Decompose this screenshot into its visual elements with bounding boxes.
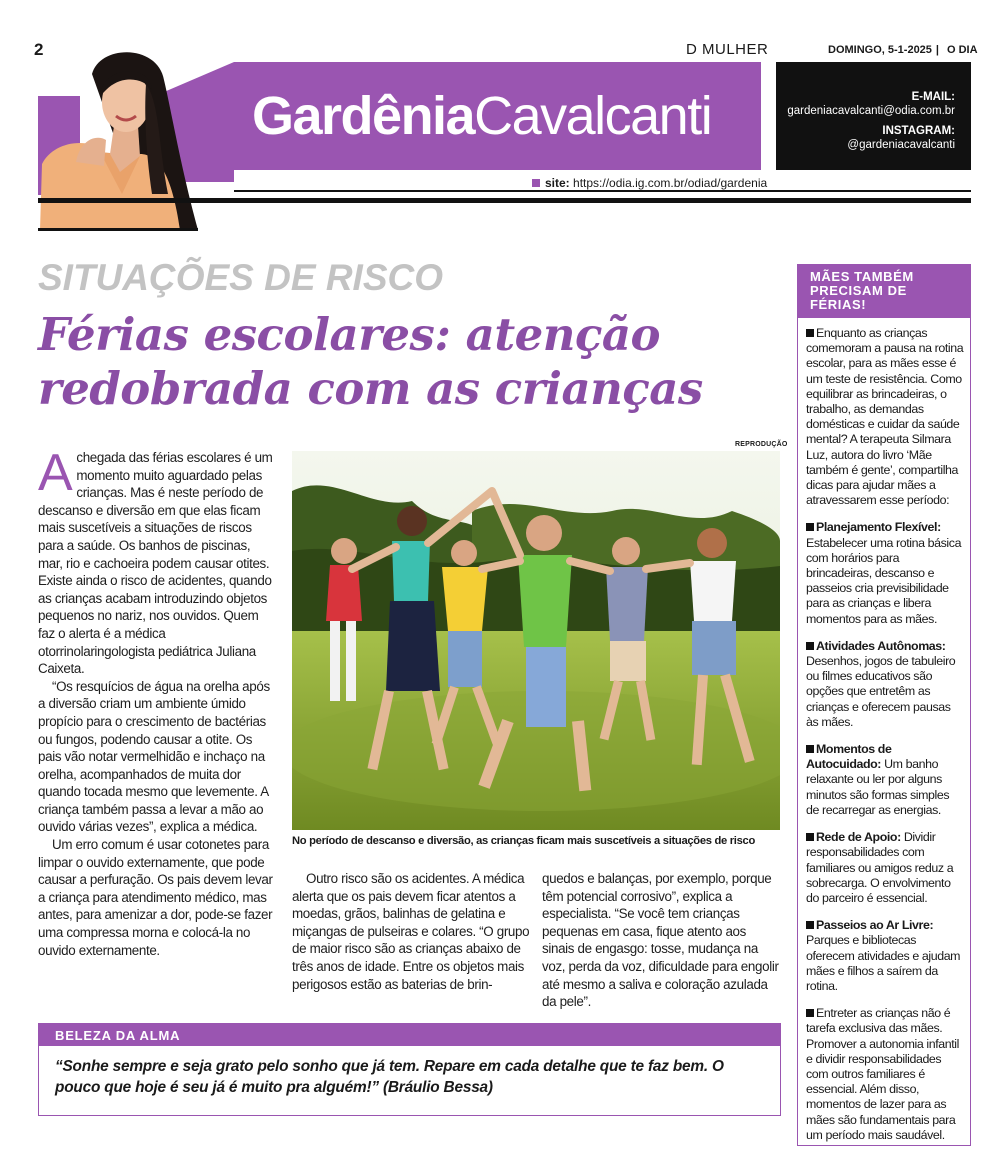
article-photo: [292, 451, 780, 830]
columnist-first-name: Gardênia: [252, 86, 475, 146]
square-bullet-icon: [806, 921, 814, 929]
sidebar-body: [798, 318, 970, 1143]
sidebar-tip: Rede de Apoio: Dividir responsabilidades com familiares ou amigos reduz a sobrecarga. O envolvimento do parceiro é essencial.: [806, 830, 954, 905]
article-paragraph: “Os resquícios de água na orelha após a diversão criam um ambiente úmido propício para o crescimento de bactérias ou fungos, podendo causar a otite. Os pais vão notar vermelhidão e inchaço na orelha, acompanhados de muita dor quando tocada mesmo que levemente. A criança também passa a levar a mão ao ouvido várias vezes”, explica a médica.: [38, 678, 270, 835]
article-paragraph: Outro risco são os acidentes. A médica alerta que os pais devem ficar atentos a moedas, grãos, balinhas de gelatina e miçangas de pulseiras e colares. “O grupo de maior risco são as crianças abaixo de três anos de idade. Entre os objetos mais perigosos estão as baterias de brin-: [292, 871, 530, 992]
square-bullet-icon: [806, 833, 814, 841]
square-bullet-icon: [532, 179, 540, 187]
sidebar-outro: Entreter as crianças não é tarefa exclusiva das mães. Promover a autonomia infantil e dividir responsabilidades com outros familiares é essencial. Além disso, momentos de lazer para as mães são fundamentais para um período mais saudável.: [806, 1006, 960, 1142]
contact-box: [776, 62, 971, 170]
square-bullet-icon: [806, 745, 814, 753]
square-bullet-icon: [806, 1009, 814, 1017]
sidebar-tip: Momentos de Autocuidado: Um banho relaxante ou ler por alguns minutos são formas simples de recarregar as energias.: [806, 742, 950, 817]
quote-title: BELEZA DA ALMA: [39, 1024, 780, 1046]
date-line: [828, 44, 978, 56]
instagram-label: INSTAGRAM:: [882, 125, 955, 137]
photo-caption: No período de descanso e diversão, as crianças ficam mais suscetíveis a situações de risco: [292, 835, 755, 847]
newspaper-brand: O DIA: [947, 44, 978, 56]
sidebar-tip: Passeios ao Ar Livre: Parques e bibliotecas oferecem atividades e ajudam mães e filhos a saírem da rotina.: [806, 918, 961, 993]
article-kicker: SITUAÇÕES DE RISCO: [38, 257, 443, 298]
columnist-last-name: Cavalcanti: [474, 86, 712, 146]
date-separator: |: [935, 44, 939, 56]
article-paragraph: Um erro comum é usar cotonetes para limpar o ouvido externamente, que pode causar a perfuração. Os pais devem levar a criança para atendimento médico, mas antes, para amenizar a dor, pode-se fazer uma compressa morna e colocá-la no ouvido externamente.: [38, 837, 273, 958]
site-line: [532, 176, 767, 190]
site-url[interactable]: https://odia.ig.com.br/odiad/gardenia: [573, 176, 768, 190]
article-lead: [38, 444, 275, 678]
article-headline: Férias escolares: atenção redobrada com as crianças: [38, 308, 703, 415]
photo-credit: REPRODUÇÃO: [735, 441, 788, 448]
square-bullet-icon: [806, 642, 814, 650]
sidebar-tip: Atividades Autônomas: Desenhos, jogos de tabuleiro ou filmes educativos são opções que entretêm as crianças e oferecem pausas às mães.: [806, 638, 956, 729]
article-column-2: [292, 870, 531, 993]
article-column-1: [38, 444, 275, 959]
drop-cap: A: [38, 444, 73, 502]
email-label: E-MAIL:: [911, 91, 955, 103]
email-address[interactable]: gardeniacavalcanti@odia.com.br: [787, 105, 955, 117]
sidebar-intro: Enquanto as crianças comemoram a pausa na rotina escolar, para as mães esse é um teste de resistência. Como equilibrar as brincadeiras, o trabalho, as demandas domésticas e cuidar da saúde mental? A terapeuta Silmara Luz, autora do livro ‘Mãe também é gente’, compartilha dicas para ajudar mães a atravessarem esse período:: [806, 326, 964, 508]
quote-box: [38, 1023, 781, 1116]
square-bullet-icon: [806, 523, 814, 531]
issue-date: DOMINGO, 5-1-2025: [828, 44, 932, 56]
square-bullet-icon: [806, 329, 814, 337]
header-rule-thin: [234, 190, 971, 192]
page-number: 2: [34, 40, 44, 59]
article-column-3: [542, 870, 780, 1011]
column-title-banner: [234, 62, 761, 170]
photo-underline: [38, 228, 198, 231]
site-label: site:: [545, 176, 570, 190]
sidebar-box: [797, 264, 971, 1146]
header-rule-thick: [38, 198, 971, 203]
instagram-handle[interactable]: @gardeniacavalcanti: [847, 139, 955, 151]
article-paragraph: quedos e balanças, por exemplo, porque têm potencial corrosivo”, explica a especialista. “Se você tem crianças pequenas em casa, fique atento aos sinais de engasgo: tosse, mudança na voz, perda da voz, dificuldade para engolir até mesmo a saliva e coloração azulada da pele”.: [542, 871, 779, 1010]
sidebar-title: MÃES TAMBÉM PRECISAM DE FÉRIAS!: [798, 265, 970, 318]
lead-text: chegada das férias escolares é um momento muito aguardado pelas crianças. Mas é neste período de descanso e diversão em que elas ficam mais suscetíveis a situações de riscos para a saúde. Os banhos de piscinas, mar, rio e cachoeira podem causar otites. Existe ainda o risco de acidentes, quando as crianças acabam introduzindo objetos pequenos no nariz, nos ouvidos. Quem faz o alerta é a médica otorrinolaringologista pediátrica Juliana Caixeta.: [38, 450, 273, 677]
sidebar-tip: Planejamento Flexível: Estabelecer uma rotina básica com horários para brincadeiras, descanso e passeios cria previsibilidade para as crianças e libera momentos para as mães.: [806, 520, 962, 626]
section-name: D MULHER: [686, 41, 769, 58]
quote-text: “Sonhe sempre e seja grato pelo sonho que já tem. Repare em cada detalhe que te faz bem. O pouco que hoje é seu já é muito pra alguém!” (Bráulio Bessa): [55, 1058, 724, 1096]
